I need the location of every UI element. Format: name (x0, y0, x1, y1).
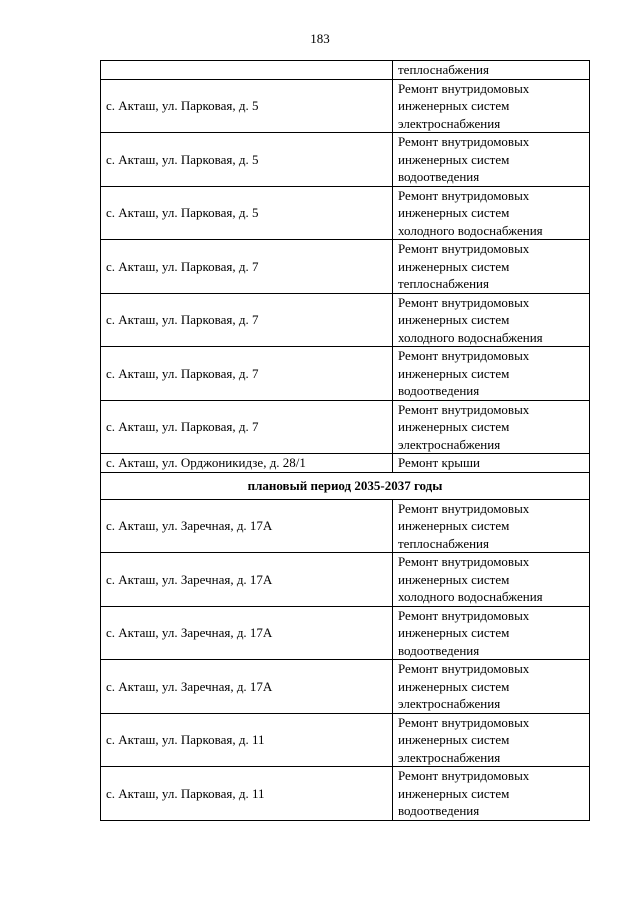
work-cell (393, 713, 590, 767)
address-cell: с. Акташ, ул. Орджоникидзе, д. 28/1 (101, 454, 393, 473)
work-cell (393, 79, 590, 133)
table-row (101, 454, 590, 473)
table-row (101, 133, 590, 187)
table-row (101, 79, 590, 133)
work-line: Ремонт внутридомовых (398, 714, 530, 730)
table-row (101, 767, 590, 821)
address-cell: с. Акташ, ул. Парковая, д. 5 (101, 186, 393, 240)
work-line: электроснабжения (398, 436, 501, 452)
address-cell: с. Акташ, ул. Парковая, д. 7 (101, 400, 393, 454)
work-line: Ремонт внутридомовых (398, 348, 530, 363)
work-line: теплоснабжения (398, 535, 489, 551)
work-cell (393, 499, 590, 553)
work-cell (393, 400, 590, 454)
section-row (101, 472, 590, 499)
table-row (101, 347, 590, 401)
work-cell (393, 186, 590, 240)
address-cell: с. Акташ, ул. Парковая, д. 11 (101, 767, 393, 821)
table-row (101, 606, 590, 660)
work-cell (393, 133, 590, 187)
work-line: инженерных систем (398, 785, 510, 801)
work-line: холодного водоснабжения (398, 222, 543, 238)
table-row (101, 400, 590, 454)
work-line: Ремонт внутридомовых (398, 241, 530, 256)
table-row (101, 553, 590, 607)
work-line: водоотведения (398, 383, 480, 398)
work-line: электроснабжения (398, 115, 501, 131)
address-cell: с. Акташ, ул. Парковая, д. 7 (101, 347, 393, 401)
work-cell (393, 240, 590, 294)
work-line: инженерных систем (398, 312, 510, 327)
page-number: 183 (310, 31, 330, 46)
work-line: Ремонт внутридомовых (398, 554, 530, 569)
work-line: инженерных систем (398, 518, 510, 533)
work-line: Ремонт внутридомовых (398, 661, 530, 676)
work-line: инженерных систем (398, 205, 510, 220)
work-line: инженерных систем (398, 365, 510, 381)
work-line: водоотведения (398, 803, 480, 818)
work-line: инженерных систем (398, 678, 510, 694)
work-line: холодного водоснабжения (398, 589, 543, 604)
work-line: Ремонт внутридомовых (398, 607, 530, 623)
address-cell: с. Акташ, ул. Заречная, д. 17А (101, 606, 393, 660)
work-line: водоотведения (398, 169, 480, 184)
address-cell: с. Акташ, ул. Парковая, д. 7 (101, 240, 393, 294)
table-body (101, 61, 590, 821)
table-row (101, 660, 590, 714)
address-cell: с. Акташ, ул. Парковая, д. 11 (101, 713, 393, 767)
section-heading: плановый период 2035-2037 годы (101, 472, 590, 499)
table-row (101, 713, 590, 767)
work-line: инженерных систем (398, 258, 510, 274)
work-line: Ремонт внутридомовых (398, 500, 530, 516)
work-line: Ремонт внутридомовых (398, 294, 530, 310)
work-line: инженерных систем (398, 625, 510, 640)
work-cell (393, 767, 590, 821)
work-line: холодного водоснабжения (398, 329, 543, 345)
work-line: водоотведения (398, 642, 480, 658)
address-cell: с. Акташ, ул. Заречная, д. 17А (101, 499, 393, 553)
work-line: электроснабжения (398, 749, 501, 765)
work-line: инженерных систем (398, 151, 510, 167)
work-line: электроснабжения (398, 696, 501, 711)
address-cell (101, 61, 393, 80)
work-line: Ремонт внутридомовых (398, 768, 530, 783)
repair-works-table (100, 60, 590, 821)
address-cell: с. Акташ, ул. Парковая, д. 5 (101, 79, 393, 133)
address-cell: с. Акташ, ул. Парковая, д. 5 (101, 133, 393, 187)
work-line: инженерных систем (398, 571, 510, 587)
table-row (101, 293, 590, 347)
work-cell: теплоснабжения (393, 61, 590, 80)
work-line: Ремонт внутридомовых (398, 80, 530, 96)
work-line: Ремонт внутридомовых (398, 134, 530, 149)
work-cell (393, 606, 590, 660)
address-cell: с. Акташ, ул. Заречная, д. 17А (101, 660, 393, 714)
work-line: инженерных систем (398, 732, 510, 747)
address-cell: с. Акташ, ул. Заречная, д. 17А (101, 553, 393, 607)
continuation-row (101, 61, 590, 80)
work-cell (393, 293, 590, 347)
table-row (101, 186, 590, 240)
work-line: Ремонт крыши (398, 455, 480, 470)
table-row (101, 240, 590, 294)
work-cell (393, 553, 590, 607)
work-line: инженерных систем (398, 419, 510, 434)
address-cell: с. Акташ, ул. Парковая, д. 7 (101, 293, 393, 347)
work-cell (393, 660, 590, 714)
work-line: инженерных систем (398, 98, 510, 113)
table-row (101, 499, 590, 553)
work-cell (393, 347, 590, 401)
work-cell (393, 454, 590, 473)
work-line: Ремонт внутридомовых (398, 187, 530, 203)
work-line: теплоснабжения (398, 276, 489, 291)
work-line: Ремонт внутридомовых (398, 401, 530, 417)
